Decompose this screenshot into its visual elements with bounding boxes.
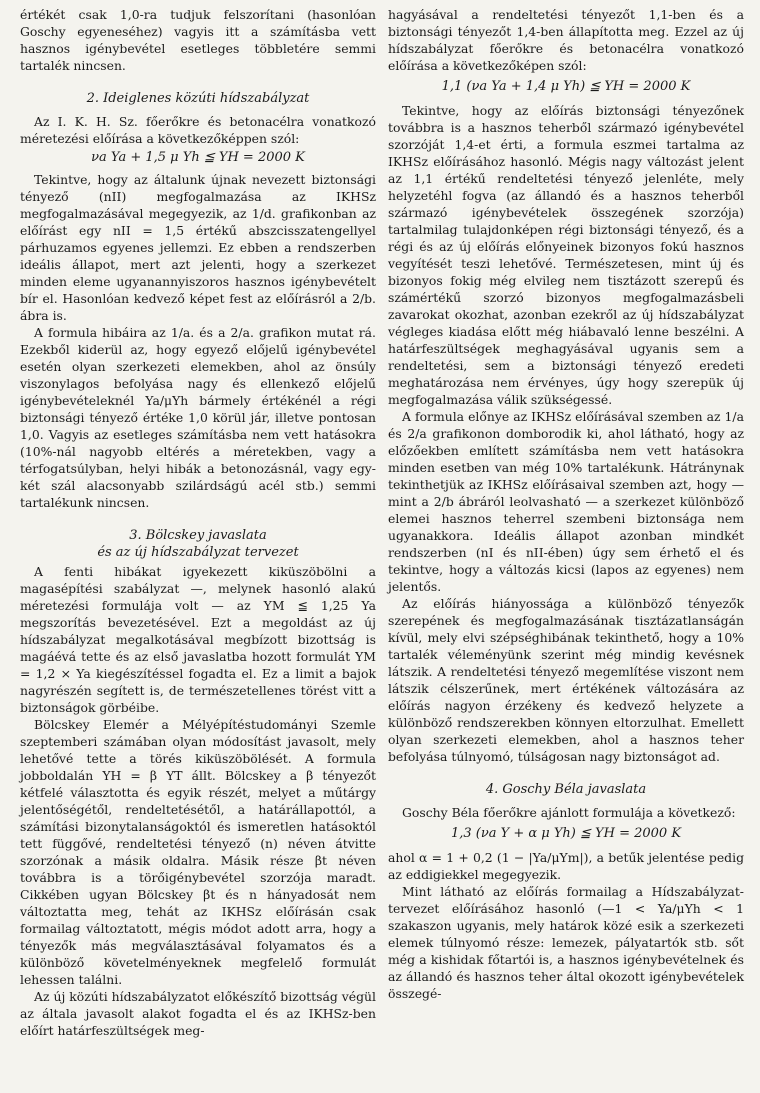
formula: 1,3 (νa Y + α μ Yh) ≦ YH = 2000 K <box>450 826 682 841</box>
paragraph: A fenti hibákat igyekezett kiküszöbölni a magasépítési szabályzat —, melynek hasonló alakú méretezési formulája volt — az YM ≦ 1,25 Ya megszorítás bevezetésével. Ezt a megoldást az új hídszabályzat megalkotásával megbízott bizottság is magáévá tette és az első javaslatba hozott formulát YM = 1,2 × Ya kiegészítéssel fogadta el. Ez a limit a bajok nagyrészén segített is, de természetellenes törést vitt a biztonságok görbéibe. <box>20 564 376 715</box>
right-column <box>388 6 744 1002</box>
section-heading-line: 3. Bölcskey javaslata <box>129 528 267 543</box>
paragraph: Bölcskey Elemér a Mélyépítéstudományi Szemle szeptemberi számában olyan módosítást javasolt, mely lehetővé tette a törés kiküszöbölését. A formula jobboldalán YH = β YT állt. Bölcskey a β tényezőt kétfelé választotta és egyik részét, melyet a műtárgy jelentőségétől, rendeltetésétől, a határállapottól, a számítási bizonytalanságoktól és ismeretlen hatásoktól tett függővé, rendeltetési tényező (n) néven átvitte szorzónak a másik oldalra. Másik része βt néven továbbra is a törőigénybevétel szorzója maradt. Cikkében ugyan Bölcskey βt és n hányadosát nem változtatta meg, tehát az IKHSz előírásán csak formailag változtatott, mégis módot adott arra, hogy a tényezők más megválasztásával folyamatos és a különböző követelményeknek megfelelő formulát lehessen találni. <box>20 717 376 987</box>
section-heading: 4. Goschy Béla javaslata <box>485 782 647 797</box>
paragraph: Tekintve, hogy az előírás biztonsági tényezőnek továbbra is a hasznos teherből származó igénybevétel szorzóját 1,4-et érti, a formula eszmei tartalma az IKHSz előírásához hasonló. Mégis nagy változást jelent az 1,1 értékű rendeltetési tényező jelenléte, mely helyzetéhl fogva (az állandó és a hasznos teherből származó igénybevételek összegének szorzója) tartalmilag tulajdonképen régi biztonsági tényező, és a régi és az új előírás előnyeinek bizonyos fokú hasznos vegyítését teszi lehetővé. Természetesen, mint új és bizonyos fokig még elvileg nem tisztázott szerepű és számértékű szorzó bizonyos megfogalmazásbeli zavarokat okozhat, azonban ezekről az új hídszabályzat végleges kiadása előtt még hiábavaló lenne beszélni. A határfeszültségek meghagyásával ugyanis sem a rendeltetési, sem a biztonsági tényező eredeti meghatározása nem érvényes, úgy hogy szerepük új megfogalmazása válik szükségessé. <box>388 103 744 407</box>
paragraph: Goschy Béla főerőkre ajánlott formulája a következő: <box>402 805 736 820</box>
formula: 1,1 (νa Ya + 1,4 μ Yh) ≦ YH = 2000 K <box>441 79 691 94</box>
paragraph: ahol α = 1 + 0,2 (1 − |Ya/μYm|), a betűk jelentése pedig az eddigiekkel megegyezik. <box>388 850 744 882</box>
left-column <box>20 6 376 1039</box>
formula: νa Ya + 1,5 μ Yh ≦ YH = 2000 K <box>91 150 305 165</box>
paragraph: hagyásával a rendeltetési tényezőt 1,1-ben és a biztonsági tényezőt 1,4-ben állapította meg. Ezzel az új hídszabályzat főerőkre és betonacélra vonatkozó előírása a következőképen szól: <box>388 7 744 73</box>
paragraph: Mint látható az előírás formailag a Hídszabályzat-tervezet előírásához hasonló (—1 < Ya/μYh < 1 szakaszon ugyanis, mely határok közé esik a szerkezeti elemek túlnyomó része: lemezek, pályatartók stb. sőt még a kishidak főtartói is, a hasznos igénybevételnek és az állandó és hasznos teher által okozott igénybevételek összegé- <box>388 884 744 1001</box>
paragraph: A formula hibáira az 1/a. és a 2/a. grafikon mutat rá. Ezekből kiderül az, hogy egyező előjelű igénybevétel esetén olyan szerkezeti elemekben, ahol az önsúly viszonylagos befolyása nagy és ellenkező előjelű igénybevételeknél Ya/μYh bármely értékénél a régi biztonsági tényező értéke 1,0 körül jár, illetve pontosan 1,0. Vagyis az esetleges számításba nem vett hatásokra (10%-nál nagyobb eltérés a méretekben, vagy a térfogatsúlyban, helyi hibák a betonozásnál, vagy egy-két szál alacsonyabb szilárdságú acél stb.) semmi tartalékunk nincsen. <box>20 325 376 510</box>
paragraph: A formula előnye az IKHSz előírásával szemben az 1/a és 2/a grafikonon domborodik ki, ahol látható, hogy az előzőekben említett számításba nem vett hatásokra minden esetben van még 10% tartalékunk. Hátránynak tekinthetjük az IKHSz előírásaival szemben azt, hogy — mint a 2/b ábráról leolvasható — a szerkezet különböző elemei hasznos teherrel szembeni biztonsága nem ugyanakkora. Ideális állapot azonban mindkét rendszerben (nI és nII-ében) úgy sem érhető el és tekintve, hogy a változás kicsi (lapos az egyenes) nem jelentős. <box>388 409 744 594</box>
paragraph: értékét csak 1,0-ra tudjuk felszorítani (hasonlóan Goschy egyeneséhez) vagyis itt a számításba vett hasznos igénybevétel esetleges többletére semmi tartalék nincsen. <box>20 7 376 73</box>
section-heading <box>20 527 376 561</box>
paragraph: Tekintve, hogy az általunk újnak nevezett biztonsági tényező (nII) megfogalmazása az IKHSz megfogalmazásával megegyezik, az 1/d. grafikonban az előírást egy nII = 1,5 értékű abszcisszatengellyel párhuzamos egyenes jellemzi. Ez ebben a rendszerben ideális állapot, mert azt jelenti, hogy a szerkezet minden eleme ugyanannyiszoros hasznos igénybevételt bír el. Hasonlóan kedvező képet fest az előírásról a 2/b. ábra is. <box>20 172 376 323</box>
paragraph: Az előírás hiányossága a különböző tényezők szerepének és megfogalmazásának tisztázatlanságán kívül, mely elvi szépséghibának tekinthető, hogy a 10% tartalék véleményünk szerint még mindig kevésnek látszik. A rendeltetési tényező megemlítése viszont nem látszik célszerűnek, mert értékének változására az előírás nagyon érzékeny és kedvező helyzete a különböző rendszerekben könnyen eltorzulhat. Emellett olyan szerkezeti elemekben, ahol a hasznos teher befolyása túlnyomó, túlságosan nagy biztonságot ad. <box>388 596 744 764</box>
section-heading: 2. Ideiglenes közúti hídszabályzat <box>86 91 310 106</box>
paragraph: Az I. K. H. Sz. főerőkre és betonacélra vonatkozó méretezési előírása a következőképpen szól: <box>20 114 376 146</box>
paragraph: Az új közúti hídszabályzatot előkészítő bizottság végül az általa javasolt alakot fogadta el és az IKHSz-ben előírt határfeszültségek meg- <box>20 989 376 1038</box>
section-heading-line: és az új hídszabályzat tervezet <box>97 545 299 560</box>
